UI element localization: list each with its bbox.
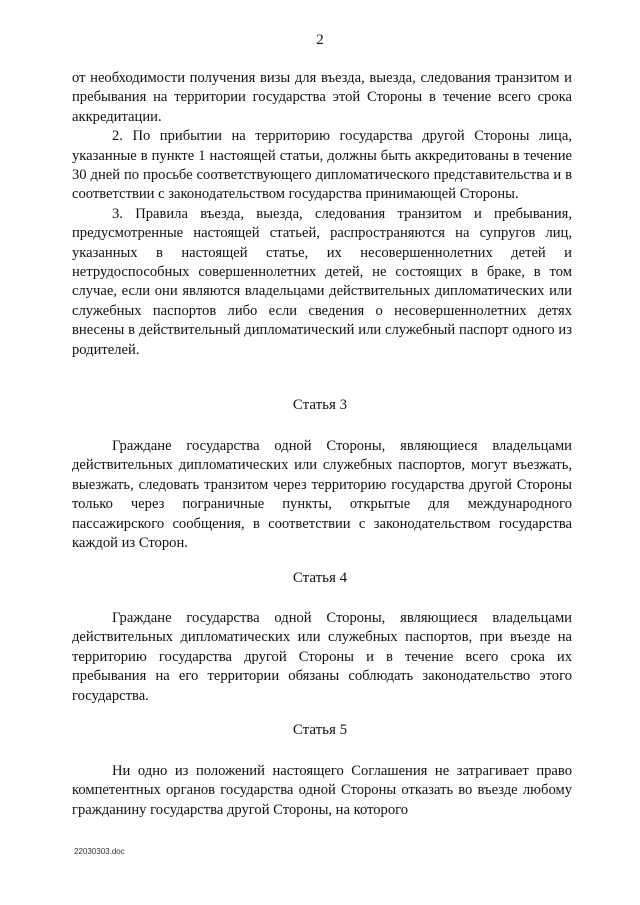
article5-heading: Статья 5 (292, 722, 348, 738)
article3-paragraph: Граждане государства одной Стороны, являющиеся владельцами действительных дипломатических или служебных паспортов, могут въезжать, выезжать, следовать транзитом через территорию государства другой Стороны только через пограничные пункты, открытые для международного пассажирского сообщения, в соответствии с законодательством государства каждой из Сторон. (72, 438, 572, 552)
article5-body (72, 762, 572, 820)
article3-body (72, 437, 572, 553)
article4-body (72, 609, 572, 706)
paragraph-accreditation: 2. По прибытии на территорию государства другой Стороны лица, указанные в пункте 1 настоящей статьи, должны быть аккредитованы в течение 30 дней по просьбе соответствующего дипломатического представительства и в соответствии с законодательством государства принимающей Стороны. (72, 128, 572, 203)
paragraph-visa-exemption: от необходимости получения визы для въезда, выезда, следования транзитом и пребывания на территории государства этой Стороны в течение всего срока аккредитации. (72, 70, 572, 125)
paragraph-family-members: 3. Правила въезда, выезда, следования транзитом и пребывания, предусмотренные настоящей статьей, распространяются на супругов лиц, указанных в настоящей статье, их несовершеннолетних детей и нетрудоспособных совершеннолетних детей, не состоящих в браке, в том случае, если они являются владельцами действительных дипломатических или служебных паспортов либо если сведения о несовершеннолетних детях внесены в действительный дипломатический или служебный паспорт одного из родителей. (72, 205, 572, 358)
article5-paragraph: Ни одно из положений настоящего Соглашения не затрагивает право компетентных органов государства одной Стороны отказать во въезде любому гражданину государства другой Стороны, на которого (72, 763, 572, 818)
article2-continuation (72, 69, 572, 360)
article3-heading: Статья 3 (292, 397, 348, 413)
page-number: 2 (316, 32, 324, 48)
article4-heading: Статья 4 (292, 570, 348, 586)
footer-filename: 22030303.doc (74, 847, 125, 856)
article4-paragraph: Граждане государства одной Стороны, являющиеся владельцами действительных дипломатических или служебных паспортов, при въезде на территорию государства другой Стороны и в течение всего срока их пребывания на его территории обязаны соблюдать законодательство этого государства. (72, 610, 572, 704)
